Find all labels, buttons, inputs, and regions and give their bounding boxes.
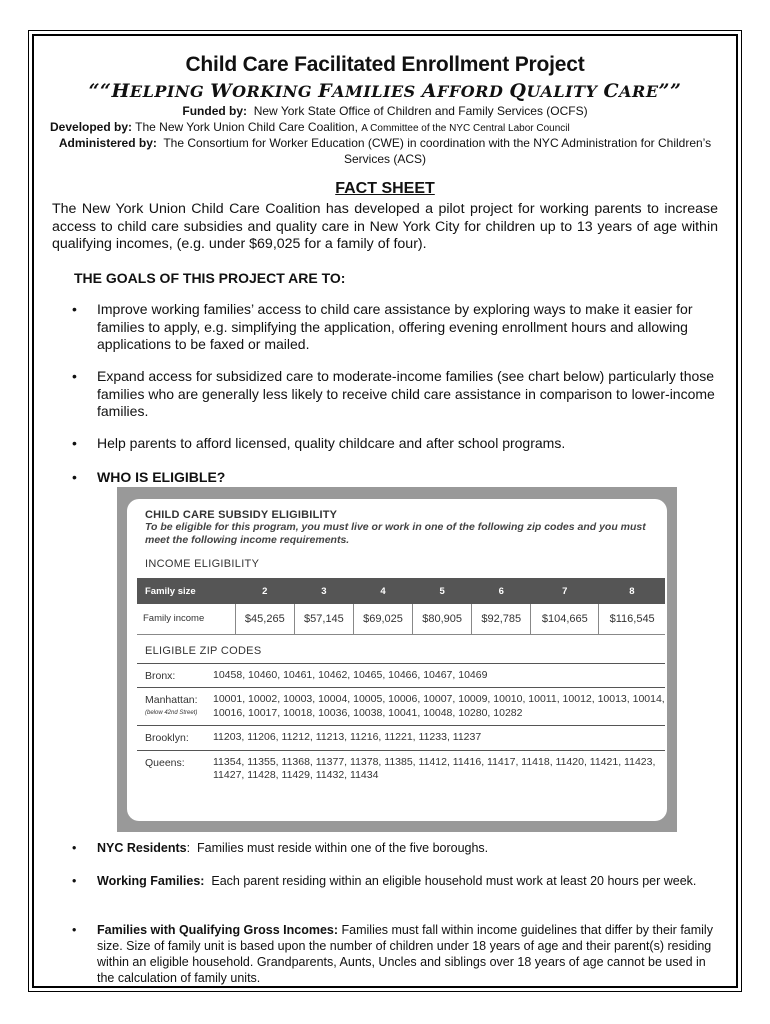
family-income-cell: $45,265 [235,604,294,634]
eligible-heading-wrap [97,469,722,487]
eligibility-image [117,487,677,832]
criteria-text: Each parent residing within an eligible household must work at least 20 hours per week. [211,874,697,888]
zip-codes: 11354, 11355, 11368, 11377, 11378, 11385, 11412, 11416, 11417, 11418, 11420, 11421, 11423, 11427, 11428, 11429, 11432, 11434 [213,755,656,781]
panel-title: CHILD CARE SUBSIDY ELIGIBILITY [145,509,338,521]
borough-note: (below 42nd Street) [145,710,198,716]
zip-row-brooklyn [137,725,665,750]
goals-heading: THE GOALS OF THIS PROJECT ARE TO: [74,270,346,286]
bullet-icon: • [72,469,77,485]
goal-text: Improve working families’ access to child care assistance by exploring ways to make it easier for families to apply, e.g. simplifying the application, offering evening enrollment hours and allowing applications to be faxed or mailed. [97,301,693,352]
subtitle-open-quote-2: “ [100,80,112,102]
intro-paragraph: The New York Union Child Care Coalition has developed a pilot project for working parents to increase access to child care subsidies and quality care in New York City for children up to 13 years of age within qualifying incomes, (e.g. under $69,025 for a family of four). [52,201,718,252]
zip-heading: ELIGIBLE ZIP CODES [145,644,262,657]
developed-by-text: The New York Union Child Care Coalition, [135,119,358,134]
subtitle-word-rest: ORKING [232,82,313,101]
family-income-cell: $116,545 [599,604,665,634]
borough-name-wrap [145,694,215,716]
document-title: Child Care Facilitated Enrollment Project [185,53,585,76]
zip-codes: 10001, 10002, 10003, 10004, 10005, 10006, 10007, 10009, 10010, 10011, 10012, 10013, 10014, 10016, 10017, 10018, 10036, 10038, 10041, 10048, 10280, 10282 [213,693,665,719]
document-header [34,52,736,103]
criteria-text-wrap [97,840,722,856]
eligibility-panel [127,499,667,821]
family-income-cell: $80,905 [413,604,472,634]
criteria-text: Families must fall within income guidelines that differ by their family size. Size of family unit is based upon the number of children under 18 years of age and their parent(s) residing within an eligible household. Grandparents, Aunts, Uncles and siblings over 18 years of age cannot be used in the calculation of family units. [97,923,713,985]
zip-row-manhattan [137,687,665,725]
bullet-icon: • [72,841,77,855]
developed-by-label: Developed by: [50,119,133,134]
administered-by-line [50,136,720,167]
administered-by-label: Administered by: [58,136,157,150]
subtitle-word-rest: UALITY [526,82,598,101]
subtitle-word-cap: F [318,80,333,102]
bullet-icon: • [72,435,77,451]
eligible-heading: WHO IS ELIGIBLE? [97,469,226,485]
subtitle-word-cap: W [210,80,233,102]
income-heading: INCOME ELIGIBILITY [145,558,260,570]
subtitle-word-rest: FFORD [437,82,504,101]
subtitle-word-rest: ELPING [129,82,205,101]
family-size-cell: 3 [294,578,353,604]
goal-text: Expand access for subsidized care to moderate-income families (see chart below) particularly those families who are generally less likely to receive child care assistance in comparison to lower-income families. [97,368,715,419]
family-size-cell: 8 [599,578,665,604]
bullet-icon: • [72,368,77,384]
bullet-icon: • [72,301,77,317]
family-size-cell: 2 [235,578,294,604]
funded-by-label: Funded by: [182,104,248,118]
borough-name: Bronx: [145,669,176,682]
criteria-label: Working Families: [97,874,205,888]
bullet-icon: • [72,874,77,888]
family-income-cell: $104,665 [531,604,599,634]
family-size-cell: 6 [472,578,531,604]
subtitle-close-quote: ” [658,80,670,102]
zip-codes: 10458, 10460, 10461, 10462, 10465, 10466, 10467, 10469 [213,668,488,681]
criteria-text-wrap [97,922,722,986]
family-size-cell: 4 [353,578,412,604]
subtitle-word-rest: AMILIES [332,82,416,101]
family-size-cell: 7 [531,578,599,604]
subtitle-word-cap: A [421,80,438,102]
panel-note: To be eligible for this program, you must live or work in one of the following zip codes and you must meet the following income requirements. [145,521,646,546]
zip-codes: 11203, 11206, 11212, 11213, 11216, 11221, 11233, 11237 [213,731,482,743]
family-income-label: Family income [137,604,235,634]
family-income-cell: $57,145 [294,604,353,634]
family-size-cell: 5 [413,578,472,604]
family-income-row [137,604,665,634]
family-income-cell: $92,785 [472,604,531,634]
criteria-text-wrap [97,873,722,889]
subtitle-word-cap: C [603,80,620,102]
borough-name: Brooklyn: [145,732,189,744]
subtitle-word-cap: Q [509,80,527,102]
credits-block [50,104,720,167]
subtitle-close-quote-2: ” [669,80,682,102]
subtitle-word-rest: ARE [619,82,659,101]
criteria-sep: : [186,841,191,855]
document-subtitle [34,80,736,103]
criteria-label: Families with Qualifying Gross Incomes: [97,923,339,937]
zip-row-queens [137,750,665,788]
income-table [137,578,665,635]
developed-by-small: A Committee of the NYC Central Labor Council [361,122,570,134]
family-size-label: Family size [137,578,235,604]
fact-sheet-title: FACT SHEET [335,180,435,197]
funded-by-text: New York State Office of Children and Family Services (OCFS) [253,104,588,118]
borough-name: Queens: [145,756,185,769]
criteria-label: NYC Residents [97,841,187,855]
bullet-icon: • [72,923,77,937]
funded-by-line [50,104,720,120]
subtitle-word-cap: H [111,80,130,102]
family-size-row [137,578,665,604]
goal-text: Help parents to afford licensed, quality childcare and after school programs. [97,435,566,451]
borough-name: Manhattan: [145,694,198,706]
developed-by-line [50,120,720,137]
family-income-cell: $69,025 [353,604,412,634]
zip-row-bronx [137,663,665,688]
criteria-text: Families must reside within one of the five boroughs. [197,841,489,855]
administered-by-text: The Consortium for Worker Education (CWE) in coordination with the NYC Administration for Children’s Services (ACS) [163,136,712,166]
subtitle-open-quote: “ [88,80,101,102]
